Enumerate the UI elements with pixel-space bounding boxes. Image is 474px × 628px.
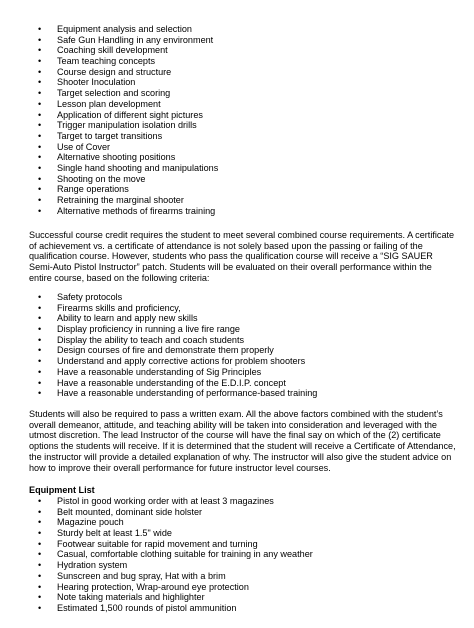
list-item: • Safety protocols bbox=[0, 292, 317, 303]
list-item: • Understand and apply corrective actions for problem shooters bbox=[0, 356, 317, 367]
list-item: • Sunscreen and bug spray, Hat with a brim bbox=[0, 571, 313, 582]
list-item: • Sturdy belt at least 1.5" wide bbox=[0, 528, 313, 539]
list-item: • Display the ability to teach and coach students bbox=[0, 335, 317, 346]
list-item: • Hydration system bbox=[0, 560, 313, 571]
list-item: • Course design and structure bbox=[0, 67, 218, 78]
list-item: • Equipment analysis and selection bbox=[0, 24, 218, 35]
list-item: • Target selection and scoring bbox=[0, 88, 218, 99]
list-item: • Casual, comfortable clothing suitable for training in any weather bbox=[0, 549, 313, 560]
list-item: • Ability to learn and apply new skills bbox=[0, 313, 317, 324]
list-item: • Hearing protection, Wrap-around eye protection bbox=[0, 582, 313, 593]
list-item: • Range operations bbox=[0, 184, 218, 195]
equipment-list bbox=[0, 496, 313, 614]
list-item: • Retraining the marginal shooter bbox=[0, 195, 218, 206]
list-item: • Have a reasonable understanding of Sig Principles bbox=[0, 367, 317, 378]
list-item: • Safe Gun Handling in any environment bbox=[0, 35, 218, 46]
list-item: • Single hand shooting and manipulations bbox=[0, 163, 218, 174]
list-item: • Application of different sight pictures bbox=[0, 110, 218, 121]
list-item: • Coaching skill development bbox=[0, 45, 218, 56]
list-item: • Alternative methods of firearms training bbox=[0, 206, 218, 217]
list-item: • Shooter Inoculation bbox=[0, 77, 218, 88]
list-item: • Firearms skills and proficiency, bbox=[0, 303, 317, 314]
skills-list bbox=[0, 24, 218, 216]
criteria-list bbox=[0, 292, 317, 399]
list-item: • Alternative shooting positions bbox=[0, 152, 218, 163]
list-item: • Trigger manipulation isolation drills bbox=[0, 120, 218, 131]
list-item: • Target to target transitions bbox=[0, 131, 218, 142]
equipment-list-heading: Equipment List bbox=[29, 485, 95, 495]
list-item: • Belt mounted, dominant side holster bbox=[0, 507, 313, 518]
list-item: • Lesson plan development bbox=[0, 99, 218, 110]
list-item: • Design courses of fire and demonstrate them properly bbox=[0, 345, 317, 356]
list-item: • Magazine pouch bbox=[0, 517, 313, 528]
list-item: • Team teaching concepts bbox=[0, 56, 218, 67]
list-item: • Display proficiency in running a live fire range bbox=[0, 324, 317, 335]
list-item: • Estimated 1,500 rounds of pistol ammunition bbox=[0, 603, 313, 614]
list-item: • Use of Cover bbox=[0, 142, 218, 153]
list-item: • Footwear suitable for rapid movement and turning bbox=[0, 539, 313, 550]
list-item: • Shooting on the move bbox=[0, 174, 218, 185]
list-item: • Have a reasonable understanding of the E.D.I.P. concept bbox=[0, 378, 317, 389]
list-item: • Note taking materials and highlighter bbox=[0, 592, 313, 603]
list-item: • Pistol in good working order with at least 3 magazines bbox=[0, 496, 313, 507]
course-credit-paragraph: Successful course credit requires the student to meet several combined course requirements. A certificate of achievement vs. a certificate of attendance is not solely based upon the passing or failing of the qualification course. However, students who pass the qualification course will receive a “SIG SAUER Semi-Auto Pistol Instructor” patch. Students will be evaluated on their overall performance within the entire course, based on the following criteria: bbox=[29, 230, 455, 283]
written-exam-paragraph: Students will also be required to pass a written exam. All the above factors combined with the student’s overall demeanor, attitude, and teaching ability will be taken into consideration and leveraged with the utmost discretion. The lead Instructor of the course will have the final say on which of the (2) certificate options the students will receive. If it is determined that the student will receive a Certificate of Attendance, the instructor will provide a detailed explanation of why. The instructor will also give the student advice on how to improve their overall performance for future instructor level courses. bbox=[29, 409, 456, 473]
list-item: • Have a reasonable understanding of performance-based training bbox=[0, 388, 317, 399]
